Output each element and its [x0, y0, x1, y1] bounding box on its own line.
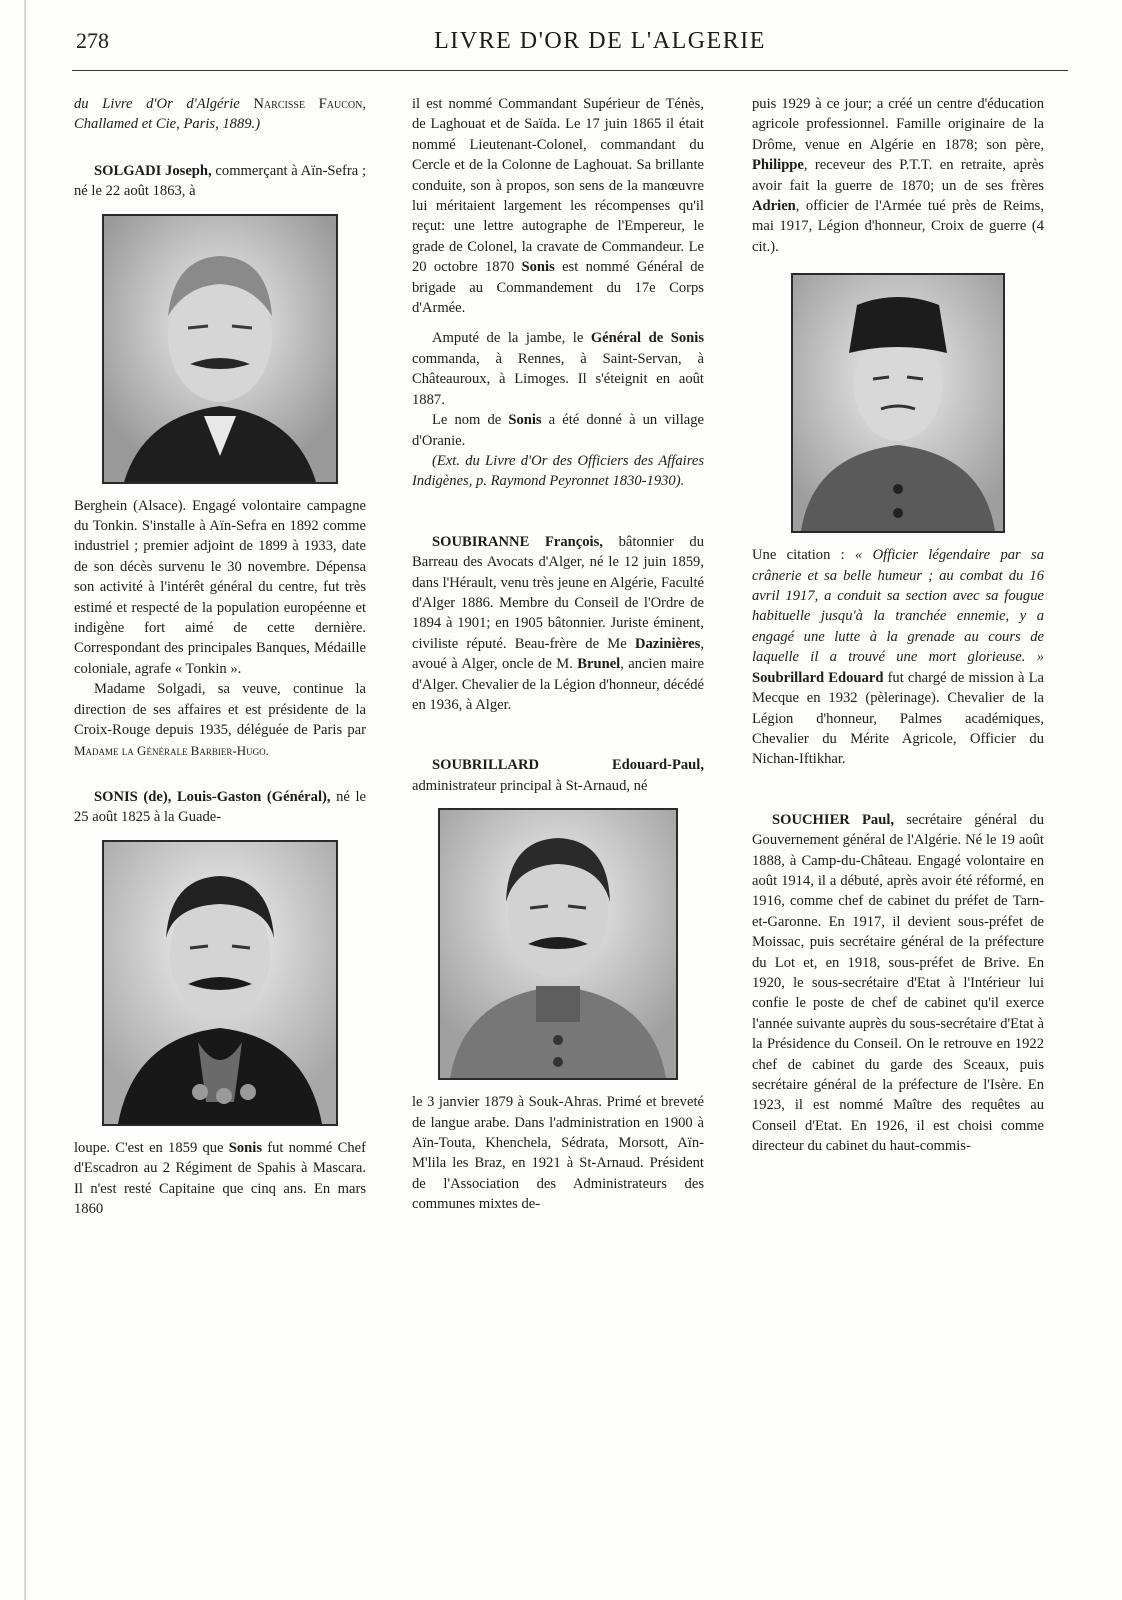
header-rule [72, 70, 1068, 71]
entry-sonis-body: loupe. C'est en 1859 que Sonis fut nommé Chef d'Escadron au 2 Régiment de Spahis à Mascara. Il n'est resté Capitaine que cinq ans. En mars 1860 [74, 1139, 366, 1217]
running-title: LIVRE D'OR DE L'ALGERIE [434, 28, 766, 54]
entry-solgadi-body: Berghein (Alsace). Engagé volontaire campagne du Tonkin. S'installe à Aïn-Sefra en 1892 comme industriel ; premier adjoint de 1899 à 1933, date de son décès survenu le 30 novembre. Dépensa son activité à l'intérêt général du centre, fut très estimé et respecté de la population européenne et indigène fort aimé de cette dernière. Correspondant des principales Banques, Médaille coloniale, agrafe « Tonkin ». [74, 497, 366, 677]
entry-soubrillard-continued: puis 1929 à ce jour; a créé un centre d'éducation agricole professionnel. Famille originaire de la Drôme, venue en Algérie en 1878; son père, Philippe, receveur des P.T.T. en retraite, après avoir fait la guerre de 1870; un de ses frères Adrien, officier de l'Armée tué près de Reims, mai 1917, Légion d'honneur, Croix de guerre (4 cit.). [752, 96, 1044, 255]
entry-sonis-ampute: Amputé de la jambe, le Général de Sonis commanda, à Rennes, à Saint-Servan, à Châteauroux, à Limoges. Il s'éteignit en août 1887. [412, 330, 705, 408]
page-number: 278 [76, 28, 109, 53]
column-3 [752, 94, 1044, 1157]
page-edge [24, 0, 26, 1600]
entry-soubrillard-intro: SOUBRILLARD Edouard-Paul, administrateur principal à St-Arnaud, né [412, 757, 704, 794]
entry-sonis-continued: il est nommé Commandant Supérieur de Ténès, de Laghouat et de Saïda. Le 17 juin 1865 il était nommé Lieutenant-Colonel, commandant du Cercle et de la Colonne de Laghouat. Sa brillante conduite, son à propos, son sens de la manœuvre lui méritaient largement les récompenses qu'il reçut: une lettre autographe de l'Empereur, le grade de Colonel, la cravate de Commandeur. Le 20 octobre 1870 Sonis est nommé Général de brigade au Commandement du 17e Corps d'Armée. [412, 96, 704, 317]
entry-solgadi-intro: SOLGADI Joseph, commerçant à Aïn-Sefra ; né le 22 août 1863, à [74, 162, 367, 200]
column-2 [412, 94, 704, 1215]
entry-sonis-intro: SONIS (de), Louis-Gaston (Général), né le 25 août 1825 à la Guade- [74, 788, 367, 826]
portrait-adrien [791, 273, 1005, 533]
entry-solgadi-widow: Madame Solgadi, sa veuve, continue la direction de ses affaires et est présidente de la Croix-Rouge depuis 1935, déléguée de Paris par Madame la Générale Barbier-Hugo. [74, 681, 366, 758]
page-header [72, 26, 1070, 66]
entry-soubiranne: SOUBIRANNE François, bâtonnier du Barreau des Avocats d'Alger, né le 12 juin 1859, dans l'Hérault, venu très jeune en Algérie, Faculté d'Alger 1886. Membre du Conseil de l'Ordre de 1894 à 1901; en 1905 bâtonnier. Juriste éminent, civiliste réputé. Beau-frère de Me Dazinières, avoué à Alger, oncle de M. Brunel, ancien maire d'Alger. Chevalier de la Légion d'honneur, décédé en 1936, à Alger. [412, 533, 704, 713]
entry-souchier: SOUCHIER Paul, secrétaire général du Gouvernement général de l'Algérie. Né le 19 août 1888, à Camp-du-Château. Engagé volontaire en août 1914, il a débuté, après avoir été réformé, en 1916, comme chef de cabinet du préfet de Tarn-et-Garonne. En 1917, il devient sous-préfet de Moissac, puis secrétaire général de la préfecture du Lot et, en 1918, sous-préfet de Brive. En 1920, le sous-secrétaire d'Etat à l'Intérieur lui confie le poste de chef de cabinet qu'il exerce l'année suivante auprès du sous-secrétaire d'Etat à la Présidence du Conseil. On le retrouve en 1922 chef de cabinet du garde des Sceaux, puis secrétaire général de la préfecture de l'Isère. En 1923, il est nommé Maître des requêtes au Conseil d'Etat. En 1926, il est choisi comme directeur du cabinet du haut-commis- [752, 811, 1045, 1155]
entry-sonis-source: (Ext. du Livre d'Or des Officiers des Affaires Indigènes, p. Raymond Peyronnet 1830-1930). [412, 452, 704, 490]
entry-sonis-village: Le nom de Sonis a été donné à un village d'Oranie. [412, 412, 704, 449]
portrait-soubrillard [438, 808, 678, 1080]
entry-soubrillard-body: le 3 janvier 1879 à Souk-Ahras. Primé et breveté de langue arabe. Dans l'administration en 1900 à Aïn-Touta, Khenchela, Sédrata, Morsott, Aïn-M'lila les Braz, en 1921 à St-Arnaud. Président de l'Association des Administrateurs des communes mixtes de- [412, 1094, 704, 1213]
portrait-solgadi [102, 214, 338, 484]
entry-faucon-tail: du Livre d'Or d'Algérie Narcisse Faucon, Challamed et Cie, Paris, 1889.) [74, 96, 367, 133]
entry-adrien-citation: Une citation : « Officier légendaire par sa crânerie et sa belle humeur ; au combat du 16 avril 1917, a conduit sa section avec sa fougue habituelle jusqu'à la tranchée ennemie, y a engagé une lutte à la grenade au cours de laquelle il a trouvé une mort glorieuse. » Soubrillard Edouard fut chargé de mission à La Mecque en 1932 (pèlerinage). Chevalier de la Légion d'honneur, Palmes académiques, Chevalier du Mérite Agricole, Officier du Nichan-Iftikhar. [752, 547, 1045, 768]
portrait-sonis [102, 840, 338, 1126]
column-1 [74, 94, 366, 1219]
